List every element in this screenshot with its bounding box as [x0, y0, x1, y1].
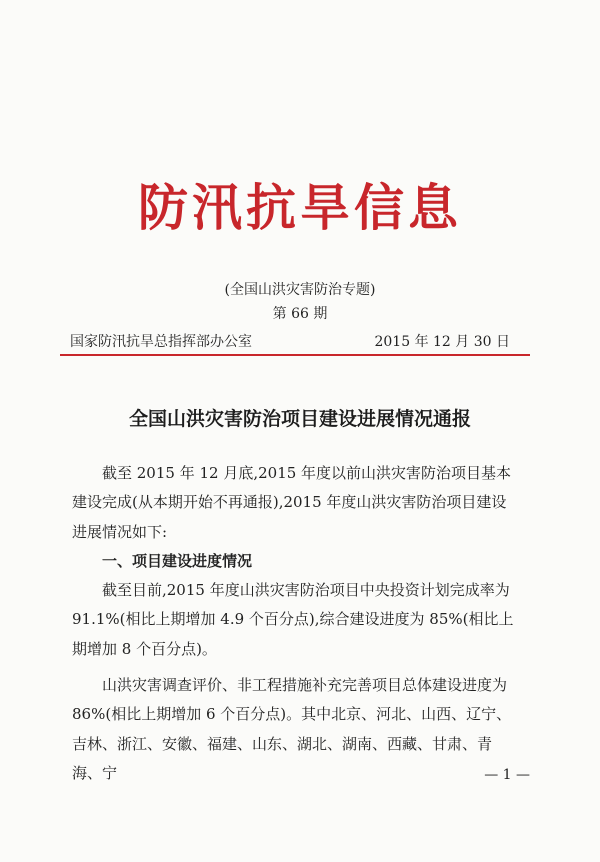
page-number: — 1 —: [484, 767, 530, 783]
survey-paragraph: 山洪灾害调查评价、非工程措施补充完善项目总体建设进度为 86%(相比上期增加 6 个百分点)。其中北京、河北、山西、辽宁、吉林、浙江、安徽、福建、山东、湖北、湖南、西藏、甘肃、青海、宁: [72, 676, 512, 782]
progress-paragraph: 截至目前,2015 年度山洪灾害防治项目中央投资计划完成率为 91.1%(相比上期增加 4.9 个百分点),综合建设进度为 85%(相比上期增加 8 个百分点)。: [72, 581, 514, 658]
red-divider: [60, 354, 530, 356]
issue-number: 第 66 期: [272, 306, 328, 322]
topic-subtitle: (全国山洪灾害防治专题): [224, 282, 376, 298]
intro-paragraph: 截至 2015 年 12 月底,2015 年度以前山洪灾害防治项目基本建设完成(从本期开始不再通报),2015 年度山洪灾害防治项目建设进展情况如下:: [72, 464, 512, 541]
article-body: [72, 459, 520, 788]
masthead-title: 防汛抗旱信息: [138, 178, 462, 237]
issue-date: 2015 年 12 月 30 日: [374, 334, 510, 350]
issuer-name: 国家防汛抗旱总指挥部办公室: [70, 334, 252, 350]
section-heading: 一、项目建设进度情况: [102, 551, 253, 570]
issuer-row: [70, 331, 510, 351]
article-title: 全国山洪灾害防治项目建设进展情况通报: [128, 408, 471, 430]
